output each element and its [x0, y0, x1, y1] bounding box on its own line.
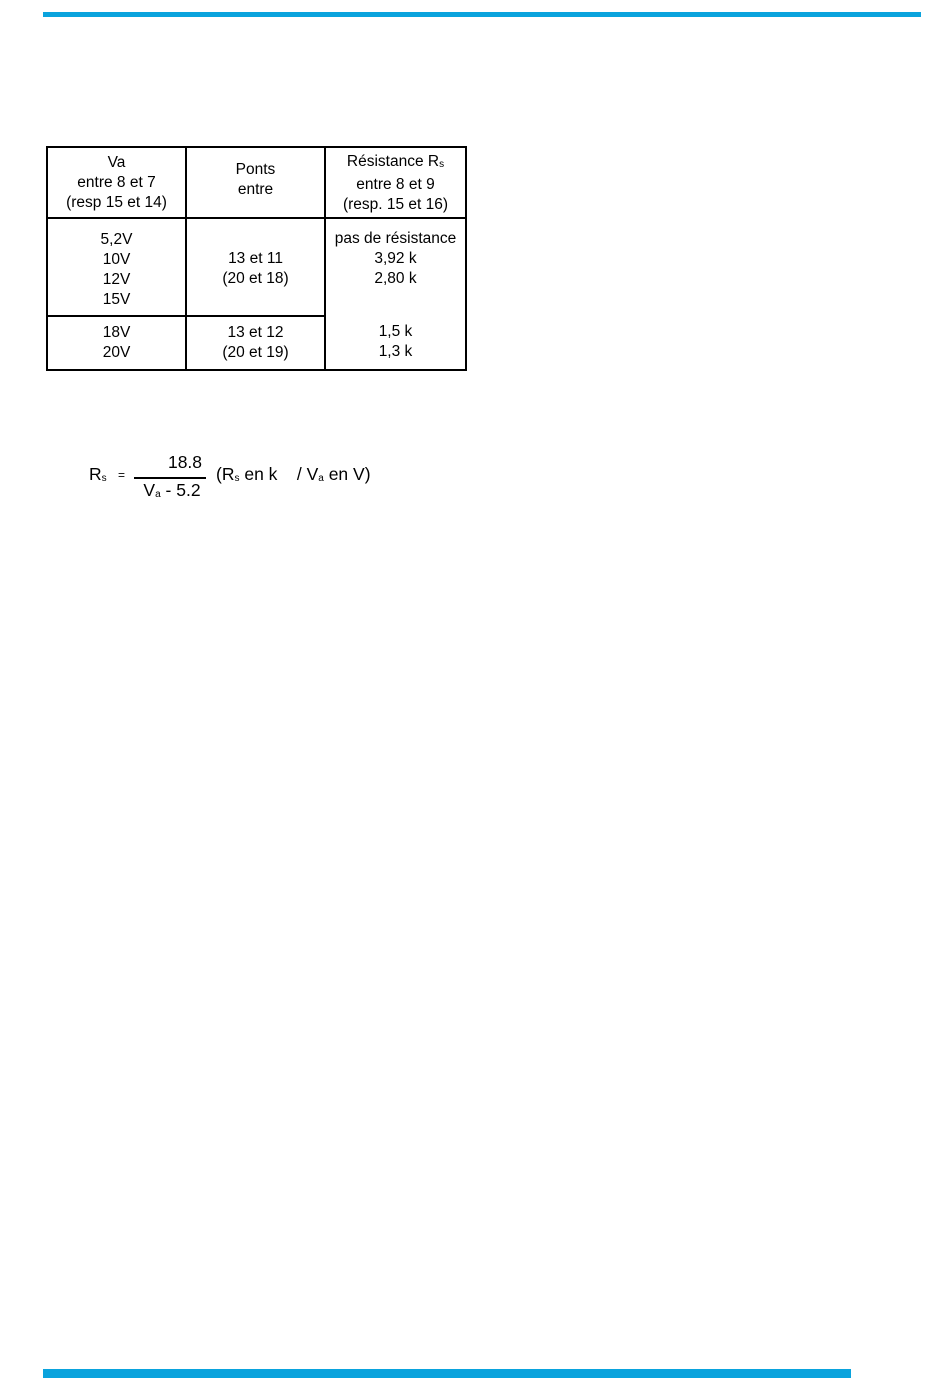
group-divider: [48, 315, 326, 317]
fraction-bar: [134, 477, 206, 479]
voltages-group-1: 5,2V 10V 12V 15V: [100, 231, 133, 308]
header-va: Va entre 8 et 7 (resp 15 et 14): [66, 154, 167, 211]
header-divider: [48, 217, 465, 219]
bottom-accent-rule: [43, 1369, 851, 1378]
voltages-group-2: 18V 20V: [102, 324, 131, 361]
formula-equals: =: [118, 468, 126, 482]
formula-numerator: 18.8: [167, 452, 203, 472]
header-resistance: Résistance Rs entre 8 et 9 (resp. 15 et 16): [342, 153, 449, 213]
resistances-group-1: pas de résistance 3,92 k 2,80 k: [334, 230, 457, 287]
formula-denominator: Va - 5.2: [143, 480, 201, 500]
voltage-configuration-table: [46, 146, 467, 371]
formula-lhs: Rs: [89, 464, 107, 484]
ponts-group-2: 13 et 12 (20 et 19): [222, 324, 289, 361]
ponts-group-1: 13 et 11 (20 et 18): [222, 250, 289, 287]
formula-units: (Rs en k / Va en V): [216, 464, 371, 484]
header-ponts: Ponts entre: [235, 161, 276, 198]
resistances-group-2: 1,5 k 1,3 k: [378, 323, 413, 360]
top-accent-rule: [43, 12, 921, 17]
